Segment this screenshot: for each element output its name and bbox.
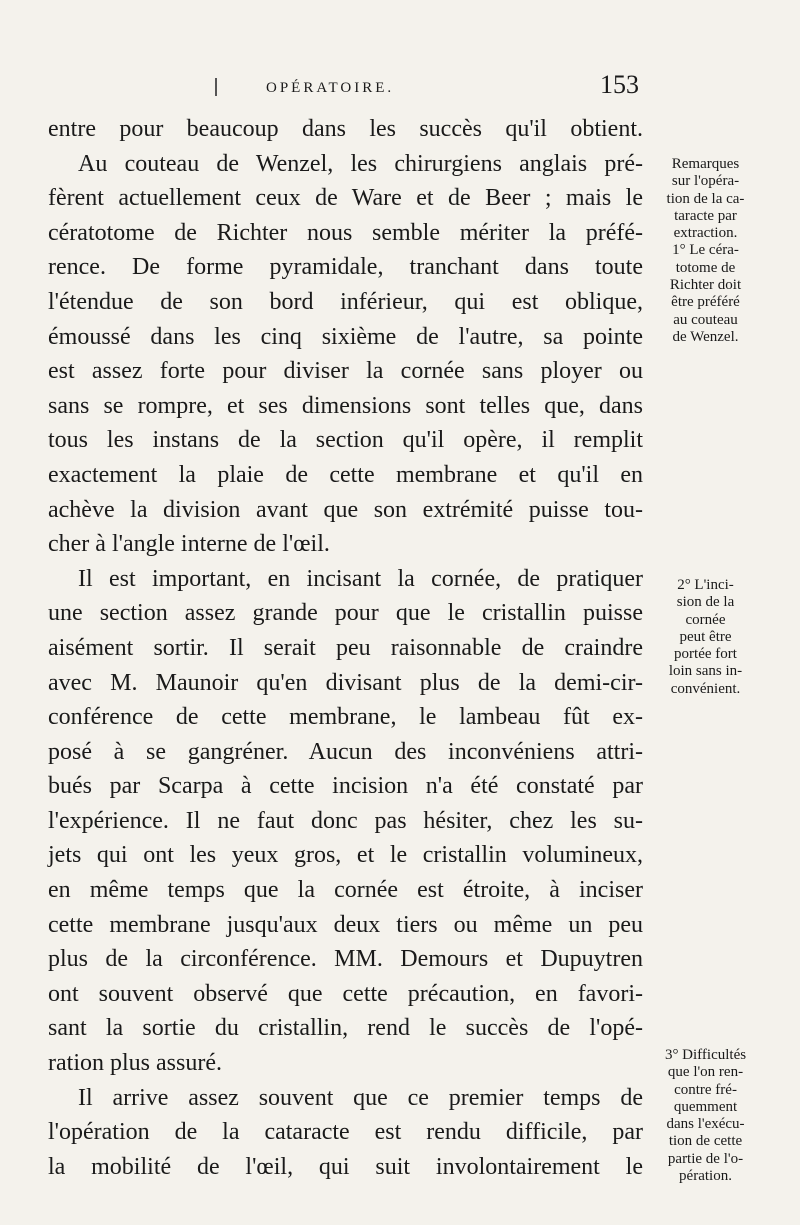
text-line: une section assez grande pour que le cristallin puisse [48,600,643,627]
margin-note-line: pération. [679,1168,732,1185]
margin-note [648,156,763,346]
margin-note-line: portée fort [674,646,737,663]
text-line: l'opération de la cataracte est rendu difficile, par [48,1119,643,1146]
margin-note-line: au couteau [673,311,738,328]
margin-note [648,577,763,698]
text-line: fèrent actuellement ceux de Ware et de Beer ; mais le [48,185,643,212]
margin-note-line: dans l'exécu- [666,1116,745,1133]
text-line: aisément sortir. Il serait peu raisonnable de craindre [48,634,643,661]
main-text-block [48,112,643,1184]
margin-note-line: contre fré- [674,1081,737,1098]
margin-note-line: taracte par [674,207,737,224]
text-line: sant la sortie du cristallin, rend le succès de l'opé- [48,1015,643,1042]
margin-note-line: convénient. [670,680,741,697]
margin-note-line: sion de la [676,594,735,611]
text-line: conférence de cette membrane, le lambeau fût ex- [48,704,643,731]
text-line: posé à se gangréner. Aucun des inconvéniens attri- [48,738,643,765]
text-line: cher à l'angle interne de l'œil. [48,531,330,558]
text-line: jets qui ont les yeux gros, et le cristallin volumineux, [48,842,643,869]
margin-note-line: cornée [685,611,726,628]
margin-note-line: tion de cette [668,1133,743,1150]
text-line: entre pour beaucoup dans les succès qu'il obtient. [48,116,643,142]
margin-note-line: quemment [673,1098,738,1115]
margin-note-line: totome de [675,259,736,276]
text-line: bués par Scarpa à cette incision n'a été constaté par [48,773,643,800]
text-line: avec M. Maunoir qu'en divisant plus de la demi-cir- [48,669,643,696]
text-line: ont souvent observé que cette précaution, en favori- [48,980,643,1007]
margin-note-line: sur l'opéra- [671,173,740,190]
text-line: est assez forte pour diviser la cornée sans ployer ou [48,358,643,385]
text-line: Il arrive assez souvent que ce premier temps de [78,1084,643,1111]
text-line: ration plus assuré. [48,1050,222,1077]
margin-note-line: être préféré [671,294,740,311]
text-line: rence. De forme pyramidale, tranchant dans toute [48,254,643,281]
margin-note [648,1047,763,1185]
margin-note-line: partie de l'o- [667,1150,744,1167]
margin-note-line: extraction. [673,225,738,242]
text-line: l'expérience. Il ne faut donc pas hésiter, chez les su- [48,807,643,834]
text-line: plus de la circonférence. MM. Demours et Dupuytren [48,946,643,973]
margin-note-line: tion de la ca- [666,190,745,207]
margin-note-line: 3° Difficultés [664,1047,747,1063]
margin-note-line: loin sans in- [668,663,743,680]
margin-note-line: 2° L'inci- [677,577,734,593]
text-line: tous les instans de la section qu'il opère, il remplit [48,427,643,454]
margin-note-line: 1° Le céra- [672,242,739,259]
margin-note-line: que l'on ren- [667,1064,744,1081]
text-line: achève la division avant que son extrémité puisse tou- [48,496,643,523]
page-number: 153 [600,70,639,99]
text-line: cette membrane jusqu'aux deux tiers ou même un peu [48,911,643,938]
text-line: Il est important, en incisant la cornée, de pratiquer [78,565,643,592]
header-rule-mark [215,78,217,96]
text-line: cératotome de Richter nous semble mériter la préfé- [48,219,643,246]
margin-note-line: Remarques [671,156,740,172]
text-line: émoussé dans les cinq sixième de l'autre, sa pointe [48,323,643,350]
text-line: l'étendue de son bord inférieur, qui est oblique, [48,288,643,315]
text-line: exactement la plaie de cette membrane et qu'il en [48,461,643,488]
text-line: la mobilité de l'œil, qui suit involontairement le [48,1153,643,1180]
margin-note-line: peut être [679,628,732,645]
text-line: en même temps que la cornée est étroite, à inciser [48,877,643,904]
running-head: OPÉRATOIRE. [266,80,395,96]
margin-note-line: Richter doit [669,277,742,294]
text-line: Au couteau de Wenzel, les chirurgiens anglais pré- [78,150,643,177]
text-line: sans se rompre, et ses dimensions sont telles que, dans [48,392,643,419]
margin-note-line: de Wenzel. [672,328,739,345]
